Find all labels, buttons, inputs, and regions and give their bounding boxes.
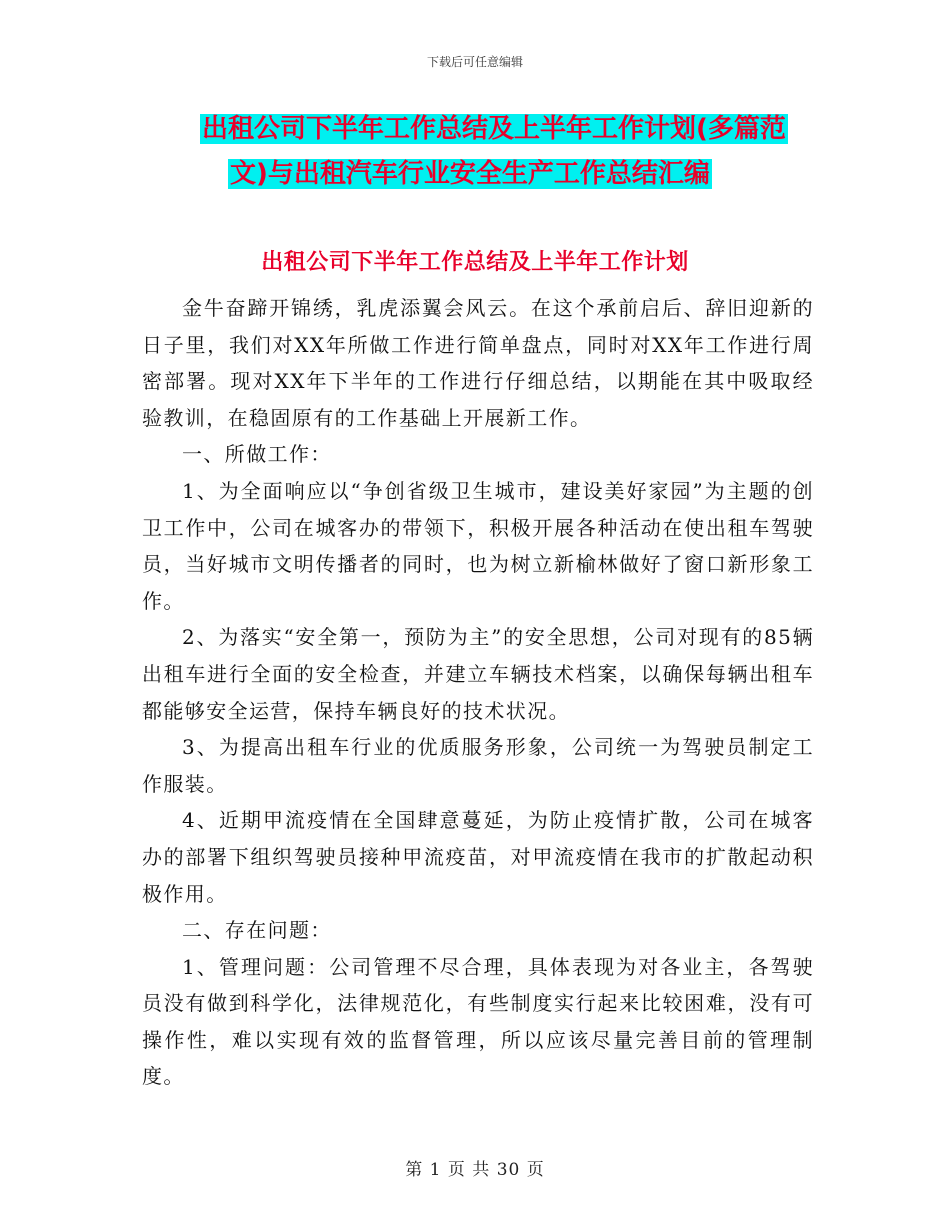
section-title: 出租公司下半年工作总结及上半年工作计划	[261, 250, 689, 275]
header-note: 下载后可任意编辑	[426, 55, 523, 69]
body-paragraph-intro: 金牛奋蹄开锦绣，乳虎添翼会风云。在这个承前启后、辞旧迎新的日子里，我们对XX年所做工作进行简单盘点，同时对XX年工作进行周密部署。现对XX年下半年的工作进行仔细总结，以期能在其中吸取经验教训，在稳固原有的工作基础上开展新工作。	[142, 296, 814, 430]
body-paragraph-item-2: 2、为落实“安全第一，预防为主”的安全思想，公司对现有的85辆出租车进行全面的安全检查，并建立车辆技术档案，以确保每辆出租车都能够安全运营，保持车辆良好的技术状况。	[142, 625, 814, 723]
document-title-text-2: 文)与出租汽车行业安全生产工作总结汇编	[230, 159, 710, 189]
body-paragraph-item-1: 1、为全面响应以“争创省级卫生城市，建设美好家园”为主题的创卫工作中，公司在城客办的带领下，积极开展各种活动在使出租车驾驶员，当好城市文明传播者的同时，也为树立新榆林做好了窗口新形象工作。	[142, 478, 814, 613]
document-title-line-1	[0, 109, 950, 149]
body-paragraph-item-4: 4、近期甲流疫情在全国肆意蔓延，为防止疫情扩散，公司在城客办的部署下组织驾驶员接种甲流疫苗，对甲流疫情在我市的扩散起动积极作用。	[142, 808, 814, 906]
page-footer: 第 1 页 共 30 页	[405, 1160, 545, 1180]
document-body	[142, 290, 814, 1095]
heading-problems: 二、存在问题：	[182, 918, 332, 943]
heading-work-done: 一、所做工作：	[182, 442, 332, 467]
document-title-text-1: 出租公司下半年工作总结及上半年工作计划(多篇范	[202, 114, 786, 144]
document-title-line-2	[0, 154, 950, 194]
body-paragraph-problem-1: 1、管理问题：公司管理不尽合理，具体表现为对各业主，各驾驶员没有做到科学化，法律规范化，有些制度实行起来比较困难，没有可操作性，难以实现有效的监督管理，所以应该尽量完善目前的管理制度。	[142, 954, 814, 1089]
body-paragraph-item-3: 3、为提高出租车行业的优质服务形象，公司统一为驾驶员制定工作服装。	[142, 735, 814, 796]
